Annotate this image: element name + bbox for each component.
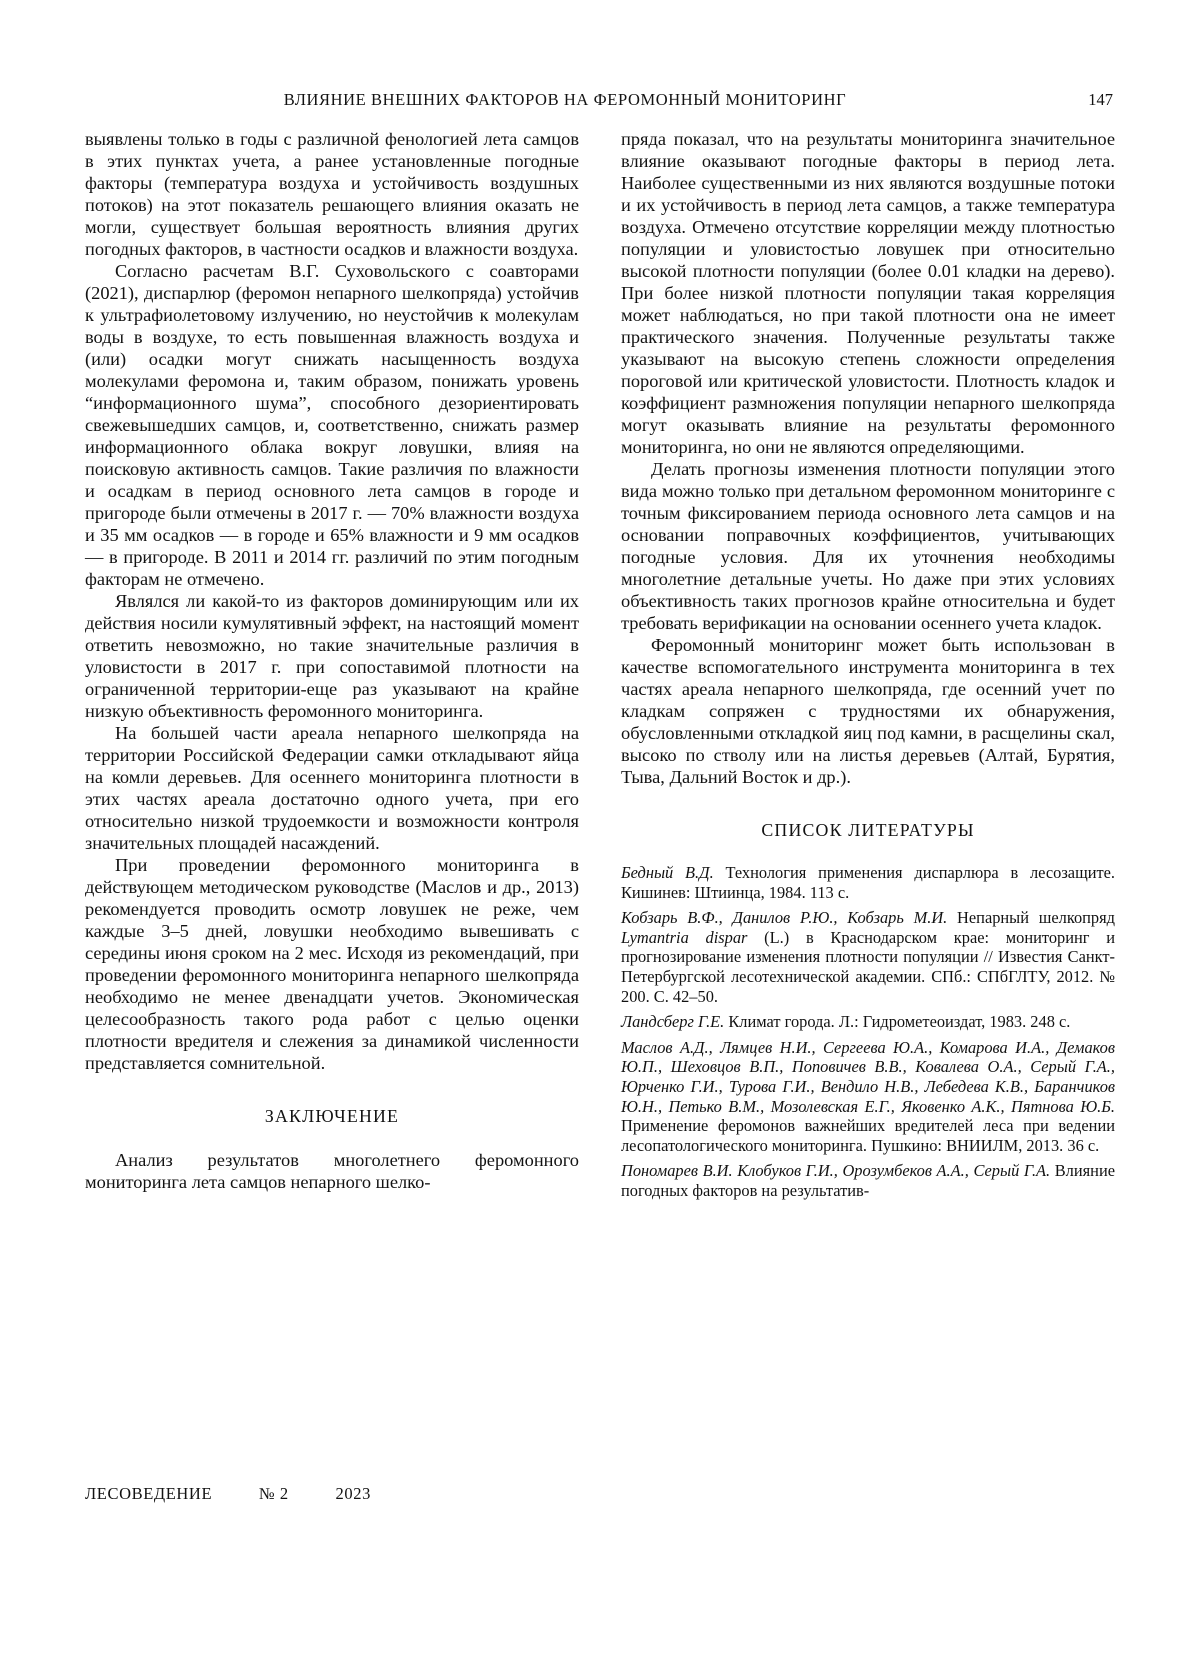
right-column	[621, 128, 1115, 1207]
issue-number: № 2	[258, 1484, 289, 1503]
references-list	[621, 863, 1115, 1201]
right-column-paragraphs	[621, 128, 1115, 788]
reference-text: Непарный шелкопряд	[947, 908, 1115, 928]
reference-authors: Ландсберг Г.Е.	[621, 1012, 725, 1032]
reference-item	[621, 1038, 1115, 1156]
reference-item	[621, 1161, 1115, 1200]
page-number: 147	[1088, 90, 1113, 109]
two-column-text	[85, 128, 1115, 1207]
paragraph: Феромонный мониторинг может быть использован в качестве вспомогательного инструмента мониторинга в тех частях ареала непарного шелкопряда, где осенний учет по кладкам сопряжен с трудностями их обнаружения, обусловленными откладкой яиц под камни, в расщелины скал, высоко по стволу или на листья деревьев (Алтай, Бурятия, Тыва, Дальний Восток и др.).	[621, 635, 1115, 787]
reference-item	[621, 863, 1115, 902]
reference-item	[621, 908, 1115, 1006]
year: 2023	[335, 1484, 371, 1503]
running-title: ВЛИЯНИЕ ВНЕШНИХ ФАКТОРОВ НА ФЕРОМОННЫЙ МОНИТОРИНГ	[283, 90, 847, 109]
journal-footer	[85, 1484, 371, 1504]
left-column-paragraphs	[85, 128, 579, 1074]
running-head	[85, 90, 1115, 112]
paragraph: Согласно расчетам В.Г. Суховольского с соавторами (2021), диспарлюр (феромон непарного шелкопряда) устойчив к ультрафиолетовому излучению, но неустойчив к молекулам воды в воздухе, то есть повышенная влажность воздуха и (или) осадки могут снижать насыщенность воздуха молекулами феромона и, таким образом, понижать уровень “информационного шума”, способного дезориентировать свежевышедших самцов, и, соответственно, снижать размер информационного облака вокруг ловушки, влияя на поисковую активность самцов. Такие различия по влажности и осадкам в период основного лета самцов в городе и пригороде были отмечены в 2017 г. — 70% влажности воздуха и 35 мм осадков — в городе и 65% влажности и 9 мм осадков — в пригороде. В 2011 и 2014 гг. различий по этим погодным факторам не отмечено.	[85, 261, 579, 589]
reference-text: Климат города. Л.: Гидрометеоиздат, 1983. 248 с.	[724, 1012, 1071, 1032]
reference-text: (L.) в Краснодарском крае: мониторинг и прогнозирование изменения плотности популяции // Известия Санкт-Петербургской лесотехнической академии. СПб.: СПбГЛТУ, 2012. № 200. С. 42–50.	[621, 927, 1115, 1006]
conclusion-paragraphs	[85, 1149, 579, 1193]
paragraph: Являлся ли какой-то из факторов доминирующим или их действия носили кумулятивный эффект, на настоящий момент ответить невозможно, но такие значительные различия в уловистости в 2017 г. при сопоставимой плотности на ограниченной территории-еще раз указывают на крайне низкую объективность феромонного мониторинга.	[85, 591, 579, 721]
reference-text: Влияние погодных факторов на результатив-	[621, 1161, 1115, 1200]
references-heading: СПИСОК ЛИТЕРАТУРЫ	[761, 820, 975, 840]
reference-authors: Кобзарь В.Ф., Данилов Р.Ю., Кобзарь М.И.	[621, 908, 948, 928]
paragraph: На большей части ареала непарного шелкопряда на территории Российской Федерации самки откладывают яйца на комли деревьев. Для осеннего мониторинга плотности в этих частях ареала достаточно одного учета, при его относительно низкой трудоемкости и возможности контроля значительных площадей насаждений.	[85, 723, 579, 853]
conclusion-heading: ЗАКЛЮЧЕНИЕ	[264, 1106, 400, 1126]
left-column	[85, 128, 579, 1207]
reference-authors: Пономарев В.И. Клобуков Г.И., Орозумбеков А.А., Серый Г.А.	[621, 1161, 1051, 1181]
journal-name: ЛЕСОВЕДЕНИЕ	[85, 1484, 213, 1503]
reference-item	[621, 1012, 1115, 1032]
reference-authors: Бедный В.Д.	[621, 863, 714, 882]
reference-authors: Маслов А.Д., Лямцев Н.И., Сергеева Ю.А., Комарова И.А., Демаков Ю.П., Шеховцов В.П., Поповичев В.В., Ковалева О.А., Серый Г.А., Юрченко Г.И., Турова Г.И., Вендило Н.В., Лебедева К.В., Баранчиков Ю.Н., Петько В.М., Мозолевская Е.Г., Яковенко А.К., Пятнова Ю.Б.	[621, 1037, 1115, 1116]
paragraph: Анализ результатов многолетнего феромонного мониторинга лета самцов непарного шелко-	[85, 1150, 579, 1192]
paragraph: выявлены только в годы с различной фенологией лета самцов в этих пунктах учета, а ранее установленные погодные факторы (температура воздуха и устойчивость воздушных потоков) на этот показатель решающего влияния оказать не могли, существует большая вероятность влияния других погодных факторов, в частности осадков и влажности воздуха.	[85, 129, 579, 259]
reference-text: Применение феромонов важнейших вредителей леса при ведении лесопатологического мониторинга. Пушкино: ВНИИЛМ, 2013. 36 с.	[621, 1116, 1115, 1155]
paragraph: пряда показал, что на результаты мониторинга значительное влияние оказывают погодные факторы в период лета. Наиболее существенными из них являются воздушные потоки и их устойчивость в период лета самцов, а также температура воздуха. Отмечено отсутствие корреляции между плотностью популяции и уловистостью ловушек при относительно высокой плотности популяции (более 0.01 кладки на дерево). При более низкой плотности популяции такая корреляция может наблюдаться, но при такой плотности она не имеет практического значения. Полученные результаты также указывают на высокую степень сложности определения пороговой или критической уловистости. Плотность кладок и коэффициент размножения популяции непарного шелкопряда могут оказывать влияние на результаты феромонного мониторинга, но они не являются определяющими.	[621, 129, 1115, 457]
paragraph: Делать прогнозы изменения плотности популяции этого вида можно только при детальном феромонном мониторинге с точным фиксированием периода основного лета самцов и на основании поправочных коэффициентов, учитывающих погодные условия. Для их уточнения необходимы многолетние детальные учеты. Но даже при этих условиях объективность таких прогнозов крайне относительна и будет требовать верификации на основании осеннего учета кладок.	[621, 459, 1115, 633]
reference-text: Технология применения диспарлюра в лесозащите. Кишинев: Штиинца, 1984. 113 с.	[621, 863, 1115, 902]
paragraph: При проведении феромонного мониторинга в действующем методическом руководстве (Маслов и др., 2013) рекомендуется проводить осмотр ловушек не реже, чем каждые 3–5 дней, ловушки необходимо вывешивать с середины июня сроком на 2 мес. Исходя из рекомендаций, при проведении феромонного мониторинга непарного шелкопряда необходимо не менее двенадцати учетов. Экономическая целесообразность такого рода работ с целью оценки плотности вредителя и слежения за динамикой численности представляется сомнительной.	[85, 855, 579, 1073]
reference-authors: Lymantria dispar	[621, 927, 748, 947]
